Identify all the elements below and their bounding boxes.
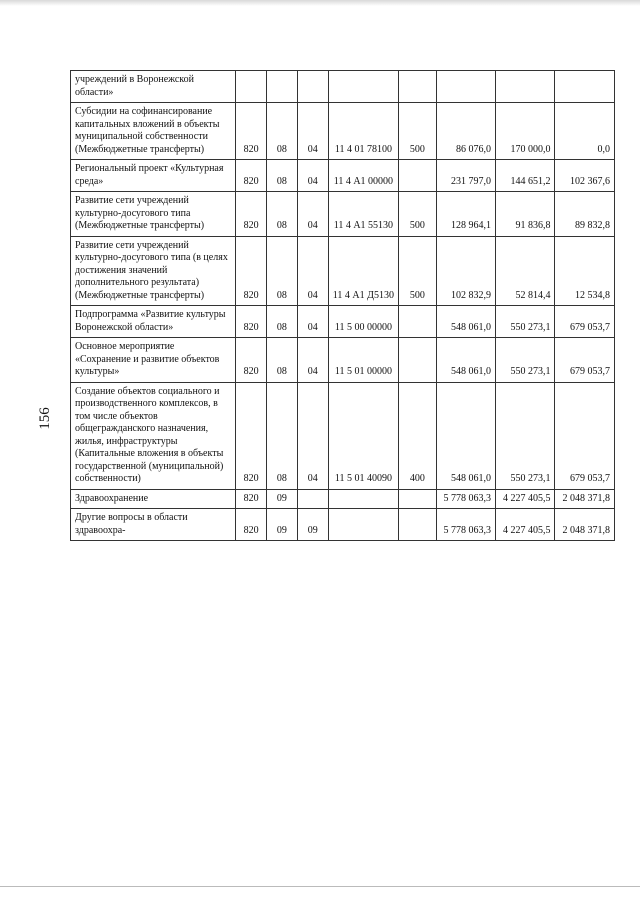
ministry-code-cell: 820 — [236, 382, 267, 489]
amount-year1-cell: 86 076,0 — [436, 103, 495, 160]
row-name-cell: Другие вопросы в области здравоохра- — [71, 509, 236, 541]
amount-year2-cell: 170 000,0 — [496, 103, 555, 160]
target-article-cell: 11 4 А1 Д5130 — [328, 236, 398, 306]
target-article-cell — [328, 71, 398, 103]
expense-type-cell: 500 — [399, 103, 436, 160]
expense-type-cell: 500 — [399, 192, 436, 237]
amount-year2-cell: 550 273,1 — [496, 306, 555, 338]
table-body — [71, 71, 615, 541]
amount-year2-cell: 550 273,1 — [496, 382, 555, 489]
table-row — [71, 236, 615, 306]
row-name-cell: Здравоохранение — [71, 489, 236, 509]
budget-table — [70, 70, 615, 541]
expense-type-cell — [399, 489, 436, 509]
amount-year1-cell: 548 061,0 — [436, 382, 495, 489]
table-row — [71, 71, 615, 103]
amount-year2-cell: 4 227 405,5 — [496, 509, 555, 541]
amount-year3-cell: 12 534,8 — [555, 236, 615, 306]
amount-year3-cell: 89 832,8 — [555, 192, 615, 237]
subsection-code-cell — [297, 489, 328, 509]
amount-year3-cell: 679 053,7 — [555, 338, 615, 383]
amount-year1-cell: 5 778 063,3 — [436, 489, 495, 509]
amount-year3-cell — [555, 71, 615, 103]
amount-year2-cell: 4 227 405,5 — [496, 489, 555, 509]
expense-type-cell — [399, 306, 436, 338]
section-code-cell — [267, 71, 298, 103]
scan-edge — [0, 0, 640, 6]
target-article-cell: 11 4 А1 55130 — [328, 192, 398, 237]
row-name-cell: Развитие сети учреждений культурно-досугового типа (в целях достижения значений дополнительного результата) (Межбюджетные трансферты) — [71, 236, 236, 306]
expense-type-cell — [399, 160, 436, 192]
amount-year1-cell: 548 061,0 — [436, 306, 495, 338]
amount-year3-cell: 2 048 371,8 — [555, 509, 615, 541]
subsection-code-cell: 04 — [297, 306, 328, 338]
table-row — [71, 306, 615, 338]
subsection-code-cell: 04 — [297, 160, 328, 192]
subsection-code-cell: 04 — [297, 236, 328, 306]
section-code-cell: 08 — [267, 103, 298, 160]
section-code-cell: 08 — [267, 236, 298, 306]
amount-year2-cell: 144 651,2 — [496, 160, 555, 192]
amount-year2-cell: 52 814,4 — [496, 236, 555, 306]
target-article-cell — [328, 489, 398, 509]
amount-year3-cell: 679 053,7 — [555, 306, 615, 338]
table-row — [71, 160, 615, 192]
ministry-code-cell: 820 — [236, 192, 267, 237]
ministry-code-cell: 820 — [236, 160, 267, 192]
expense-type-cell — [399, 338, 436, 383]
target-article-cell: 11 4 А1 00000 — [328, 160, 398, 192]
section-code-cell: 08 — [267, 192, 298, 237]
table-row — [71, 338, 615, 383]
amount-year3-cell: 0,0 — [555, 103, 615, 160]
ministry-code-cell: 820 — [236, 489, 267, 509]
target-article-cell: 11 5 01 40090 — [328, 382, 398, 489]
target-article-cell: 11 4 01 78100 — [328, 103, 398, 160]
amount-year2-cell: 550 273,1 — [496, 338, 555, 383]
section-code-cell: 08 — [267, 338, 298, 383]
subsection-code-cell: 04 — [297, 192, 328, 237]
expense-type-cell: 500 — [399, 236, 436, 306]
amount-year2-cell: 91 836,8 — [496, 192, 555, 237]
amount-year1-cell: 5 778 063,3 — [436, 509, 495, 541]
amount-year3-cell: 102 367,6 — [555, 160, 615, 192]
subsection-code-cell: 04 — [297, 338, 328, 383]
ministry-code-cell: 820 — [236, 103, 267, 160]
expense-type-cell — [399, 71, 436, 103]
expense-type-cell: 400 — [399, 382, 436, 489]
ministry-code-cell: 820 — [236, 338, 267, 383]
table-row — [71, 489, 615, 509]
subsection-code-cell: 04 — [297, 382, 328, 489]
scan-bottom-rule — [0, 886, 640, 887]
table-row — [71, 509, 615, 541]
section-code-cell: 09 — [267, 509, 298, 541]
table-row — [71, 192, 615, 237]
section-code-cell: 09 — [267, 489, 298, 509]
row-name-cell: Региональный проект «Культурная среда» — [71, 160, 236, 192]
subsection-code-cell: 04 — [297, 103, 328, 160]
amount-year1-cell — [436, 71, 495, 103]
amount-year3-cell: 679 053,7 — [555, 382, 615, 489]
target-article-cell: 11 5 00 00000 — [328, 306, 398, 338]
ministry-code-cell: 820 — [236, 236, 267, 306]
section-code-cell: 08 — [267, 306, 298, 338]
section-code-cell: 08 — [267, 382, 298, 489]
amount-year1-cell: 102 832,9 — [436, 236, 495, 306]
subsection-code-cell: 09 — [297, 509, 328, 541]
amount-year1-cell: 548 061,0 — [436, 338, 495, 383]
amount-year1-cell: 231 797,0 — [436, 160, 495, 192]
expense-type-cell — [399, 509, 436, 541]
row-name-cell: Развитие сети учреждений культурно-досугового типа (Межбюджетные трансферты) — [71, 192, 236, 237]
page-number: 156 — [36, 407, 53, 430]
amount-year3-cell: 2 048 371,8 — [555, 489, 615, 509]
row-name-cell: Подпрограмма «Развитие культуры Воронежской области» — [71, 306, 236, 338]
target-article-cell: 11 5 01 00000 — [328, 338, 398, 383]
ministry-code-cell — [236, 71, 267, 103]
row-name-cell: Создание объектов социального и производственного комплексов, в том числе объектов общегражданского назначения, жилья, инфраструктуры (Капитальные вложения в объекты государственной (муниципальной) собственности) — [71, 382, 236, 489]
target-article-cell — [328, 509, 398, 541]
row-name-cell: учреждений в Воронежской области» — [71, 71, 236, 103]
row-name-cell: Основное мероприятие «Сохранение и развитие объектов культуры» — [71, 338, 236, 383]
amount-year2-cell — [496, 71, 555, 103]
table-row — [71, 382, 615, 489]
table-row — [71, 103, 615, 160]
amount-year1-cell: 128 964,1 — [436, 192, 495, 237]
subsection-code-cell — [297, 71, 328, 103]
ministry-code-cell: 820 — [236, 509, 267, 541]
section-code-cell: 08 — [267, 160, 298, 192]
ministry-code-cell: 820 — [236, 306, 267, 338]
budget-table-container — [70, 70, 615, 541]
row-name-cell: Субсидии на софинансирование капитальных вложений в объекты муниципальной собственности (Межбюджетные трансферты) — [71, 103, 236, 160]
